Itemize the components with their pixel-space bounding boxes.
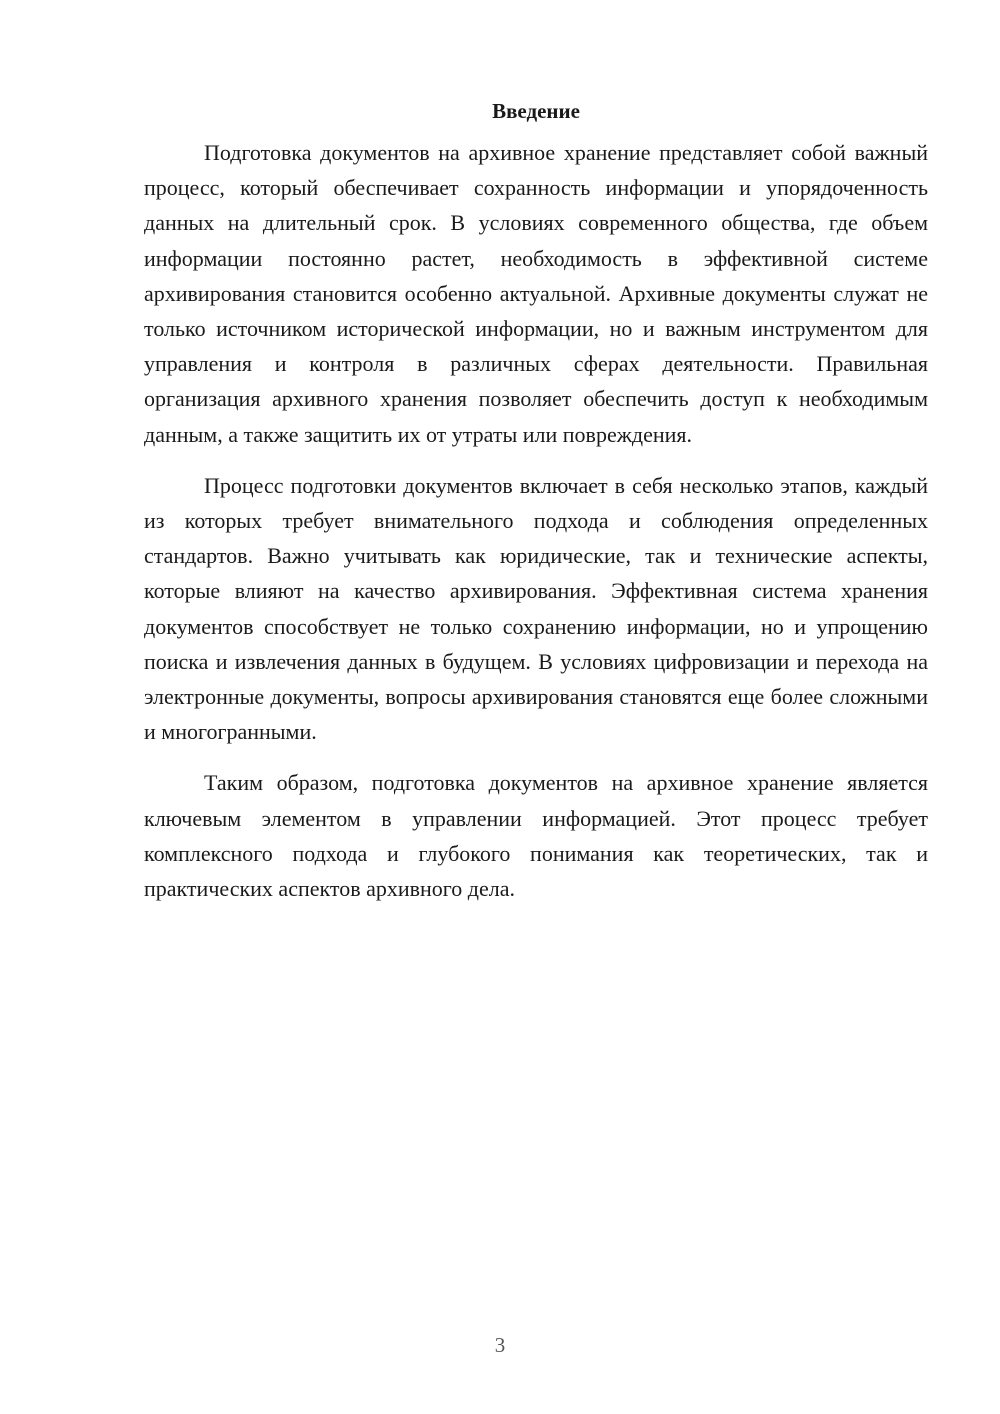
page-body bbox=[144, 95, 928, 922]
paragraph-process: Процесс подготовки документов включает в себя несколько этапов, каждый из которых требует внимательного подхода и соблюдения определенных стандартов. Важно учитывать как юридические, так и технические аспекты, которые влияют на качество архивирования. Эффективная система хранения документов способствует не только сохранению информации, но и упрощению поиска и извлечения данных в будущем. В условиях цифровизации и перехода на электронные документы, вопросы архивирования становятся еще более сложными и многогранными. bbox=[144, 472, 928, 745]
page-number: 3 bbox=[494, 1333, 506, 1357]
section-heading: Введение bbox=[492, 99, 580, 123]
paragraph-conclusion: Таким образом, подготовка документов на архивное хранение является ключевым элементом в управлении информацией. Этот процесс требует комплексного подхода и глубокого понимания как теоретических, так и практических аспектов архивного дела. bbox=[144, 770, 928, 902]
paragraph-intro: Подготовка документов на архивное хранение представляет собой важный процесс, который обеспечивает сохранность информации и упорядоченность данных на длительный срок. В условиях современного общества, где объем информации постоянно растет, необходимость в эффективной системе архивирования становится особенно актуальной. Архивные документы служат не только источником исторической информации, но и важным инструментом для управления и контроля в различных сферах деятельности. Правильная организация архивного хранения позволяет обеспечить доступ к необходимым данным, а также защитить их от утраты или повреждения. bbox=[144, 140, 928, 447]
